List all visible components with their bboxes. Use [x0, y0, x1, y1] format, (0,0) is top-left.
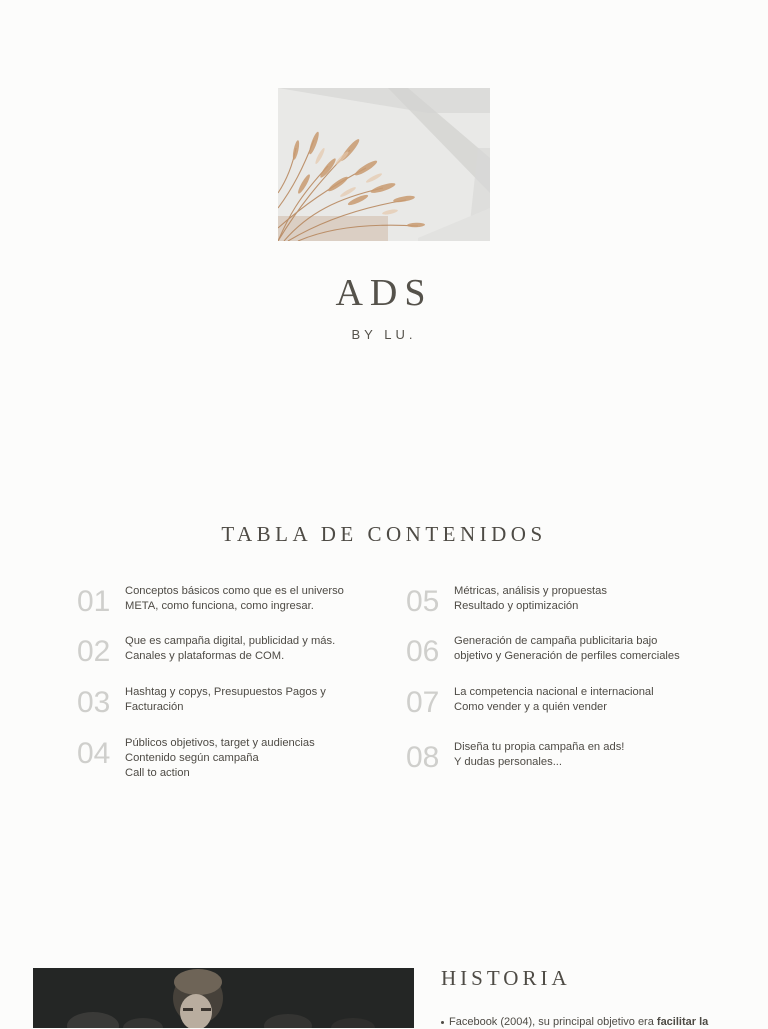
toc-number: 04	[77, 737, 111, 770]
toc-line: Y dudas personales...	[454, 756, 563, 768]
document-title: ADS	[335, 272, 433, 314]
toc-line: META, como funciona, como ingresar.	[125, 600, 314, 612]
toc-number: 05	[406, 585, 440, 618]
toc-number: 01	[77, 585, 111, 618]
toc-text	[454, 584, 704, 614]
history-bullet	[449, 1015, 749, 1029]
toc-item-05	[406, 584, 706, 632]
toc-item-04	[77, 736, 377, 784]
cover-photo-dried-grass	[278, 88, 490, 241]
toc-line: Contenido según campaña	[125, 752, 259, 764]
toc-number: 08	[406, 741, 440, 774]
toc-line: Generación de campaña publicitaria bajo	[454, 635, 658, 647]
toc-item-02	[77, 634, 377, 682]
toc-item-06	[406, 634, 706, 682]
toc-line: Conceptos básicos como que es el universo	[125, 585, 344, 597]
toc-line: Facturación	[125, 701, 184, 713]
toc-line: Que es campaña digital, publicidad y más.	[125, 635, 336, 647]
toc-text	[125, 584, 375, 614]
toc-line: Hashtag y copys, Presupuestos Pagos y	[125, 686, 326, 698]
toc-line: Como vender y a quién vender	[454, 701, 607, 713]
history-heading: HISTORIA	[441, 966, 571, 990]
toc-heading: TABLA DE CONTENIDOS	[221, 522, 547, 546]
toc-line: Resultado y optimización	[454, 600, 579, 612]
toc-item-03	[77, 685, 377, 733]
toc-number: 06	[406, 635, 440, 668]
toc-line: Call to action	[125, 767, 190, 779]
toc-number: 07	[406, 686, 440, 719]
toc-number: 03	[77, 686, 111, 719]
toc-line: La competencia nacional e internacional	[454, 686, 654, 698]
toc-text	[454, 685, 704, 715]
toc-item-07	[406, 685, 706, 733]
toc-text	[454, 634, 704, 664]
toc-line: Públicos objetivos, target y audiencias	[125, 737, 315, 749]
toc-line: Canales y plataformas de COM.	[125, 650, 285, 662]
toc-text	[125, 685, 375, 715]
toc-number: 02	[77, 635, 111, 668]
toc-text	[125, 634, 375, 664]
toc-item-01	[77, 584, 377, 632]
history-bullet-text: Facebook (2004), su principal objetivo era	[449, 1016, 657, 1028]
document-subtitle: BY LU.	[351, 327, 417, 342]
toc-line: objetivo y Generación de perfiles comerciales	[454, 650, 680, 662]
toc-line: Métricas, análisis y propuestas	[454, 585, 607, 597]
toc-text	[125, 736, 375, 781]
toc-item-08	[406, 740, 706, 788]
history-bullet-bold: facilitar la	[656, 1016, 709, 1028]
toc-line: Diseña tu propia campaña en ads!	[454, 741, 625, 753]
history-photo-crowd	[33, 968, 414, 1028]
toc-text	[454, 740, 704, 770]
